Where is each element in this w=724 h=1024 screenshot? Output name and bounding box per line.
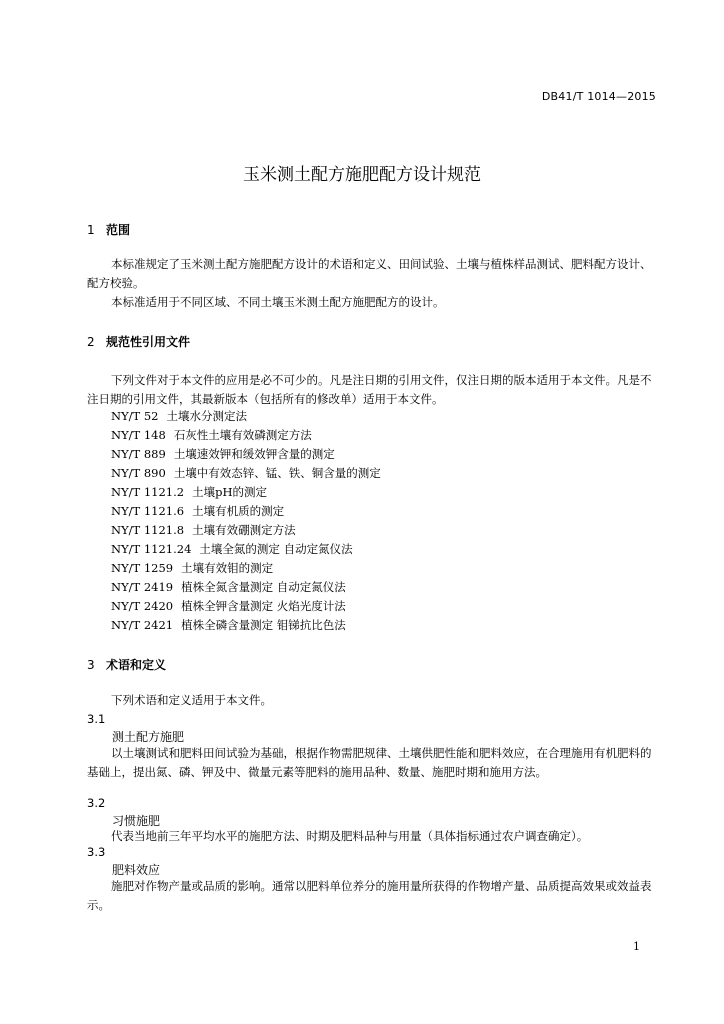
term-definition: 以土壤测试和肥料田间试验为基础，根据作物需肥规律、土壤供肥性能和肥料效应，在合理施用有机肥料的基础上，提出氮、磷、钾及中、微量元素等肥料的施用品种、数量、施肥时期和施用方法。 (87, 746, 652, 779)
reference-item (111, 579, 346, 595)
section-title: 术语和定义 (106, 658, 167, 672)
reference-code: NY/T 2420 (111, 599, 174, 613)
terms-intro: 下列术语和定义适用于本文件。 (111, 693, 272, 707)
section-heading-normative-references (87, 333, 190, 350)
term-name: 测土配方施肥 (112, 730, 185, 744)
reference-code: NY/T 2421 (111, 618, 174, 632)
section-number: 1 (87, 223, 95, 237)
reference-item (111, 465, 381, 481)
reference-item (111, 617, 346, 633)
reference-item (111, 522, 296, 538)
section-title: 规范性引用文件 (106, 335, 191, 349)
section-number: 3 (87, 658, 95, 672)
reference-title: 土壤全氮的测定 自动定氮仪法 (199, 542, 353, 556)
reference-item (111, 541, 353, 557)
document-title: 玉米测土配方施肥配方设计规范 (243, 165, 481, 185)
reference-title: 植株全磷含量测定 钼锑抗比色法 (181, 618, 346, 632)
reference-title: 土壤水分测定法 (166, 409, 247, 423)
reference-item (111, 408, 247, 424)
term-number: 3.2 (87, 796, 106, 810)
reference-title: 植株全钾含量测定 火焰光度计法 (181, 599, 346, 613)
section-heading-terms-definitions (87, 656, 166, 673)
reference-item (111, 560, 273, 576)
scope-paragraph: 本标准适用于不同区域、不同土壤玉米测土配方施肥配方的设计。 (111, 295, 445, 309)
reference-title: 土壤pH的测定 (192, 485, 267, 499)
term-number: 3.3 (87, 845, 106, 859)
reference-title: 植株全氮含量测定 自动定氮仪法 (181, 580, 346, 594)
reference-code: NY/T 148 (111, 428, 166, 442)
reference-code: NY/T 1259 (111, 561, 174, 575)
reference-item (111, 427, 312, 443)
term-name: 肥料效应 (112, 863, 161, 877)
reference-title: 石灰性土壤有效磷测定方法 (173, 428, 312, 442)
section-title: 范围 (106, 223, 131, 237)
page-number: 1 (633, 940, 640, 953)
reference-code: NY/T 1121.2 (111, 485, 185, 499)
reference-code: NY/T 52 (111, 409, 159, 423)
term-definition: 施肥对作物产量或品质的影响。通常以肥料单位养分的施用量所获得的作物增产量、品质提高效果或效益表示。 (87, 879, 652, 912)
references-intro: 下列文件对于本文件的应用是必不可少的。凡是注日期的引用文件，仅注日期的版本适用于本文件。凡是不注日期的引用文件，其最新版本（包括所有的修改单）适用于本文件。 (87, 373, 652, 406)
section-number: 2 (87, 335, 95, 349)
term-definition: 代表当地前三年平均水平的施肥方法、时期及肥料品种与用量（具体指标通过农户调查确定）。 (111, 829, 589, 843)
reference-title: 土壤速效钾和缓效钾含量的测定 (173, 447, 335, 461)
reference-item (111, 503, 284, 519)
reference-code: NY/T 1121.24 (111, 542, 192, 556)
term-number: 3.1 (87, 712, 106, 726)
section-heading-scope (87, 221, 130, 238)
reference-title: 土壤中有效态锌、锰、铁、铜含量的测定 (173, 466, 381, 480)
reference-title: 土壤有效钼的测定 (181, 561, 274, 575)
reference-title: 土壤有效硼测定方法 (192, 523, 296, 537)
reference-code: NY/T 2419 (111, 580, 174, 594)
reference-code: NY/T 1121.8 (111, 523, 185, 537)
term-name: 习惯施肥 (112, 814, 161, 828)
reference-code: NY/T 1121.6 (111, 504, 185, 518)
document-code: DB41/T 1014—2015 (541, 90, 656, 103)
reference-item (111, 446, 335, 462)
reference-item (111, 598, 346, 614)
scope-paragraph: 本标准规定了玉米测土配方施肥配方设计的术语和定义、田间试验、土壤与植株样品测试、肥料配方设计、配方校验。 (87, 257, 652, 290)
reference-code: NY/T 890 (111, 466, 166, 480)
reference-code: NY/T 889 (111, 447, 166, 461)
reference-title: 土壤有机质的测定 (192, 504, 285, 518)
reference-item (111, 484, 267, 500)
